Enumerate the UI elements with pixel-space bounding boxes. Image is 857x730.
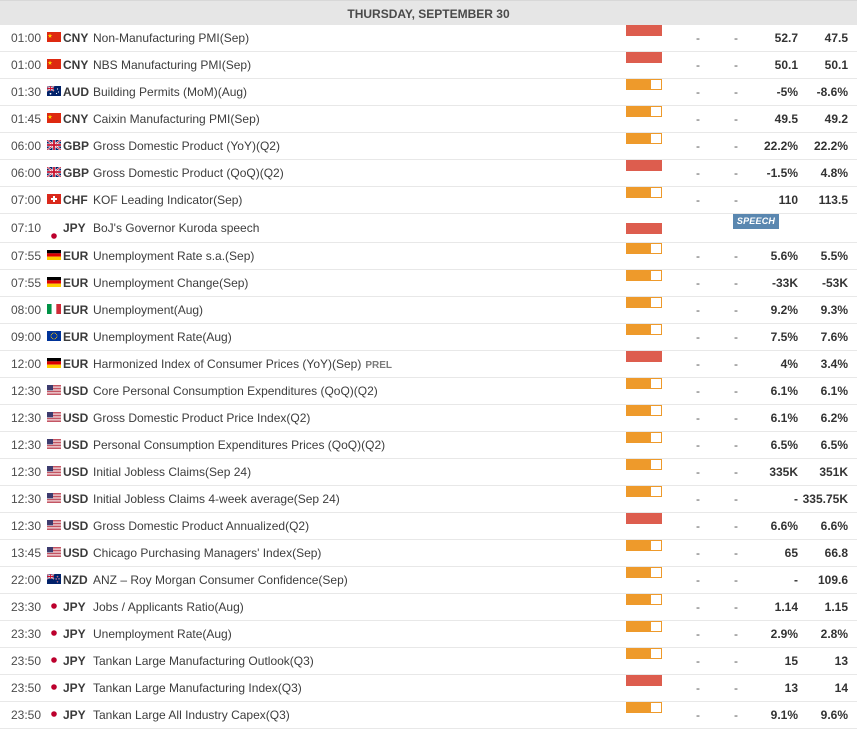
event-name[interactable] <box>93 187 242 213</box>
event-name-text: ANZ – Roy Morgan Consumer Confidence(Sep) <box>93 573 348 587</box>
event-name-text: Harmonized Index of Consumer Prices (YoY)(Sep) <box>93 357 362 371</box>
event-row[interactable] <box>0 52 857 79</box>
currency-code: USD <box>63 492 89 506</box>
cn-flag-icon <box>47 52 61 62</box>
actual-value: - <box>696 193 700 207</box>
event-name-text: Unemployment Rate(Aug) <box>93 627 232 641</box>
event-time: 12:30 <box>11 519 42 533</box>
event-name[interactable] <box>93 648 314 674</box>
actual-value: - <box>696 357 700 371</box>
consensus-value: -5% <box>776 85 798 99</box>
actual-value: - <box>696 438 700 452</box>
consensus-value: 4% <box>780 357 798 371</box>
event-name[interactable] <box>93 270 248 296</box>
event-row[interactable] <box>0 187 857 214</box>
consensus-value: -33K <box>771 276 798 290</box>
deviation-value: - <box>734 31 738 45</box>
deviation-value: - <box>734 166 738 180</box>
deviation-value: - <box>734 303 738 317</box>
event-name[interactable] <box>93 405 310 431</box>
deviation-value: - <box>734 438 738 452</box>
event-row[interactable] <box>0 106 857 133</box>
event-name-text: Unemployment Rate(Aug) <box>93 330 232 344</box>
actual-value: - <box>696 708 700 722</box>
au-flag-icon <box>47 79 61 89</box>
us-flag-icon <box>47 432 61 442</box>
event-name[interactable] <box>93 513 309 539</box>
event-row[interactable] <box>0 432 857 459</box>
event-name[interactable] <box>93 567 348 593</box>
deviation-value: - <box>734 139 738 153</box>
event-time: 23:30 <box>11 600 42 614</box>
deviation-value: - <box>734 411 738 425</box>
event-row[interactable] <box>0 702 857 729</box>
consensus-value: 6.6% <box>770 519 798 533</box>
actual-value: - <box>696 519 700 533</box>
actual-value: - <box>696 139 700 153</box>
de-flag-icon <box>47 270 61 280</box>
consensus-value: 6.5% <box>770 438 798 452</box>
actual-value: - <box>696 85 700 99</box>
event-row[interactable] <box>0 648 857 675</box>
actual-value: - <box>696 654 700 668</box>
ch-flag-icon <box>47 187 61 197</box>
consensus-value: - <box>794 492 798 506</box>
event-row[interactable] <box>0 160 857 187</box>
previous-value: 47.5 <box>824 31 848 45</box>
event-time: 12:30 <box>11 411 42 425</box>
currency-code: CNY <box>63 31 89 45</box>
consensus-value: 13 <box>784 681 798 695</box>
event-name-text: Building Permits (MoM)(Aug) <box>93 85 248 99</box>
impact-indicator <box>626 160 662 171</box>
de-flag-icon <box>47 351 61 361</box>
event-row[interactable] <box>0 378 857 405</box>
de-flag-icon <box>47 243 61 253</box>
consensus-value: 9.1% <box>770 708 798 722</box>
deviation-value: - <box>734 58 738 72</box>
impact-indicator <box>626 52 662 63</box>
impact-indicator <box>626 459 662 470</box>
currency-code: GBP <box>63 166 90 180</box>
event-row[interactable] <box>0 351 857 378</box>
event-name-text: Tankan Large Manufacturing Outlook(Q3) <box>93 654 314 668</box>
previous-value: 5.5% <box>820 249 848 263</box>
event-name[interactable] <box>93 133 280 159</box>
event-row[interactable] <box>0 675 857 702</box>
impact-indicator <box>626 25 662 36</box>
event-name-text: Initial Jobless Claims 4-week average(Sep 24) <box>93 492 340 506</box>
event-name-text: BoJ's Governor Kuroda speech <box>93 221 260 235</box>
currency-code: USD <box>63 438 89 452</box>
currency-code: JPY <box>63 708 86 722</box>
consensus-value: 5.6% <box>770 249 798 263</box>
previous-value: 9.3% <box>820 303 848 317</box>
consensus-value: 110 <box>778 193 798 207</box>
currency-code: NZD <box>63 573 88 587</box>
event-name-text: Unemployment Change(Sep) <box>93 276 249 290</box>
us-flag-icon <box>47 459 61 469</box>
gb-flag-icon <box>47 133 61 143</box>
event-name[interactable] <box>93 540 321 566</box>
currency-code: USD <box>63 465 89 479</box>
currency-code: CHF <box>63 193 88 207</box>
consensus-value: 335K <box>769 465 798 479</box>
impact-indicator <box>626 351 662 362</box>
event-row[interactable] <box>0 621 857 648</box>
prel-tag: PREL <box>365 360 393 371</box>
consensus-value: 1.14 <box>774 600 798 614</box>
currency-code: USD <box>63 384 89 398</box>
deviation-value: - <box>734 546 738 560</box>
impact-indicator <box>626 621 662 632</box>
us-flag-icon <box>47 378 61 388</box>
event-name[interactable] <box>93 214 259 242</box>
event-time: 08:00 <box>11 303 42 317</box>
event-time: 12:30 <box>11 465 42 479</box>
event-name-text: NBS Manufacturing PMI(Sep) <box>93 58 252 72</box>
currency-code: USD <box>63 519 89 533</box>
event-name-text: Gross Domestic Product (QoQ)(Q2) <box>93 166 284 180</box>
impact-indicator <box>626 594 662 605</box>
deviation-value: - <box>734 193 738 207</box>
consensus-value: 65 <box>784 546 798 560</box>
us-flag-icon <box>47 513 61 523</box>
impact-indicator <box>626 513 662 524</box>
impact-indicator <box>626 486 662 497</box>
deviation-value: - <box>734 276 738 290</box>
currency-code: EUR <box>63 276 89 290</box>
impact-indicator <box>626 648 662 659</box>
event-row[interactable] <box>0 459 857 486</box>
impact-indicator <box>626 187 662 198</box>
currency-code: EUR <box>63 249 89 263</box>
currency-code: USD <box>63 411 89 425</box>
previous-value: 6.5% <box>820 438 848 452</box>
deviation-value: - <box>734 573 738 587</box>
event-row[interactable] <box>0 594 857 621</box>
deviation-value: - <box>734 492 738 506</box>
event-row[interactable] <box>0 540 857 567</box>
actual-value: - <box>696 465 700 479</box>
event-name-text: Chicago Purchasing Managers' Index(Sep) <box>93 546 322 560</box>
impact-indicator <box>626 133 662 144</box>
jp-flag-icon <box>47 675 61 685</box>
actual-value: - <box>696 58 700 72</box>
event-time: 12:30 <box>11 384 42 398</box>
event-name-text: Caixin Manufacturing PMI(Sep) <box>93 112 260 126</box>
cn-flag-icon <box>47 25 61 35</box>
previous-value: -8.6% <box>816 85 848 99</box>
event-name-text: Tankan Large All Industry Capex(Q3) <box>93 708 290 722</box>
event-name-text: Unemployment Rate s.a.(Sep) <box>93 249 255 263</box>
event-name-text: Tankan Large Manufacturing Index(Q3) <box>93 681 302 695</box>
currency-code: JPY <box>63 654 86 668</box>
previous-value: 13 <box>834 654 848 668</box>
currency-code: USD <box>63 546 89 560</box>
previous-value: 7.6% <box>820 330 848 344</box>
event-name-text: Unemployment(Aug) <box>93 303 204 317</box>
event-time: 12:30 <box>11 492 42 506</box>
previous-value: 3.4% <box>820 357 848 371</box>
impact-indicator <box>626 405 662 416</box>
event-time: 23:50 <box>11 654 42 668</box>
event-name[interactable] <box>93 486 340 512</box>
event-time: 06:00 <box>11 139 42 153</box>
actual-value: - <box>696 411 700 425</box>
event-row[interactable] <box>0 25 857 52</box>
previous-value: 113.5 <box>818 193 848 207</box>
deviation-value: - <box>734 384 738 398</box>
event-row[interactable] <box>0 567 857 594</box>
event-time: 13:45 <box>11 546 42 560</box>
event-name[interactable] <box>93 459 251 485</box>
event-name[interactable] <box>93 25 249 51</box>
previous-value: 9.6% <box>820 708 848 722</box>
event-time: 23:30 <box>11 627 42 641</box>
impact-indicator <box>626 675 662 686</box>
impact-indicator <box>626 79 662 90</box>
impact-indicator <box>626 297 662 308</box>
deviation-value: - <box>734 600 738 614</box>
actual-value: - <box>696 166 700 180</box>
event-row[interactable] <box>0 324 857 351</box>
consensus-value: 7.5% <box>770 330 798 344</box>
previous-value: 351K <box>819 465 848 479</box>
actual-value: - <box>696 573 700 587</box>
currency-code: JPY <box>63 221 86 235</box>
event-row[interactable] <box>0 133 857 160</box>
consensus-value: 2.9% <box>770 627 798 641</box>
event-name-text: Non-Manufacturing PMI(Sep) <box>93 31 250 45</box>
deviation-value: - <box>734 627 738 641</box>
event-time: 12:30 <box>11 438 42 452</box>
jp-flag-icon <box>47 648 61 658</box>
previous-value: 66.8 <box>824 546 848 560</box>
currency-code: EUR <box>63 303 89 317</box>
consensus-value: 22.2% <box>763 139 798 153</box>
event-row[interactable] <box>0 214 857 243</box>
event-time: 01:00 <box>11 58 42 72</box>
us-flag-icon <box>47 540 61 550</box>
event-name[interactable] <box>93 675 302 701</box>
previous-value: 50.1 <box>824 58 848 72</box>
impact-indicator <box>626 243 662 254</box>
deviation-value: - <box>734 249 738 263</box>
event-name-text: KOF Leading Indicator(Sep) <box>93 193 243 207</box>
impact-indicator <box>626 324 662 335</box>
actual-value: - <box>696 492 700 506</box>
jp-flag-icon <box>47 702 61 712</box>
currency-code: JPY <box>63 681 86 695</box>
event-row[interactable] <box>0 486 857 513</box>
event-name[interactable] <box>93 79 247 105</box>
event-time: 09:00 <box>11 330 42 344</box>
jp-flag-icon <box>47 223 61 233</box>
event-name[interactable] <box>93 106 260 132</box>
event-time: 01:45 <box>11 112 42 126</box>
event-name-text: Gross Domestic Product Price Index(Q2) <box>93 411 311 425</box>
impact-indicator <box>626 223 662 234</box>
actual-value: - <box>696 249 700 263</box>
event-time: 22:00 <box>11 573 42 587</box>
event-name-text: Gross Domestic Product (YoY)(Q2) <box>93 139 280 153</box>
deviation-value: - <box>734 357 738 371</box>
event-name-text: Initial Jobless Claims(Sep 24) <box>93 465 252 479</box>
deviation-value: - <box>734 681 738 695</box>
cn-flag-icon <box>47 106 61 116</box>
previous-value: 1.15 <box>824 600 848 614</box>
event-row[interactable] <box>0 79 857 106</box>
event-time: 12:00 <box>11 357 42 371</box>
previous-value: 49.2 <box>824 112 848 126</box>
event-name[interactable] <box>93 243 254 269</box>
actual-value: - <box>696 546 700 560</box>
consensus-value: 15 <box>784 654 798 668</box>
event-row[interactable] <box>0 405 857 432</box>
previous-value: 6.1% <box>820 384 848 398</box>
event-time: 01:30 <box>11 85 42 99</box>
event-name[interactable] <box>93 432 385 458</box>
previous-value: 6.2% <box>820 411 848 425</box>
us-flag-icon <box>47 486 61 496</box>
event-name[interactable] <box>93 160 284 186</box>
deviation-value: - <box>734 708 738 722</box>
impact-indicator <box>626 432 662 443</box>
event-time: 07:00 <box>11 193 42 207</box>
eu-flag-icon <box>47 324 61 334</box>
impact-indicator <box>626 567 662 578</box>
currency-code: GBP <box>63 139 90 153</box>
jp-flag-icon <box>47 594 61 604</box>
currency-code: JPY <box>63 600 86 614</box>
deviation-value: - <box>734 519 738 533</box>
speech-badge[interactable]: SPEECH <box>733 214 779 229</box>
event-time: 06:00 <box>11 166 42 180</box>
event-name[interactable] <box>93 621 232 647</box>
nz-flag-icon <box>47 567 61 577</box>
event-time: 23:50 <box>11 708 42 722</box>
event-row[interactable] <box>0 513 857 540</box>
event-time: 07:10 <box>11 221 42 235</box>
previous-value: 4.8% <box>820 166 848 180</box>
consensus-value: 52.7 <box>774 31 798 45</box>
deviation-value: - <box>734 112 738 126</box>
event-name-text: Personal Consumption Expenditures Prices (QoQ)(Q2) <box>93 438 386 452</box>
currency-code: AUD <box>63 85 89 99</box>
event-row[interactable] <box>0 270 857 297</box>
consensus-value: - <box>794 573 798 587</box>
consensus-value: 9.2% <box>770 303 798 317</box>
gb-flag-icon <box>47 160 61 170</box>
event-time: 01:00 <box>11 31 42 45</box>
previous-value: 335.75K <box>802 492 848 506</box>
us-flag-icon <box>47 405 61 415</box>
jp-flag-icon <box>47 621 61 631</box>
previous-value: 14 <box>834 681 848 695</box>
consensus-value: 49.5 <box>774 112 798 126</box>
consensus-value: 6.1% <box>770 411 798 425</box>
previous-value: 2.8% <box>820 627 848 641</box>
previous-value: -53K <box>821 276 848 290</box>
previous-value: 6.6% <box>820 519 848 533</box>
impact-indicator <box>626 540 662 551</box>
event-name[interactable] <box>93 324 232 350</box>
impact-indicator <box>626 702 662 713</box>
actual-value: - <box>696 627 700 641</box>
event-name-text: Jobs / Applicants Ratio(Aug) <box>93 600 244 614</box>
currency-code: CNY <box>63 112 89 126</box>
deviation-value: - <box>734 465 738 479</box>
event-row[interactable] <box>0 297 857 324</box>
event-name[interactable] <box>93 702 290 728</box>
deviation-value: - <box>734 330 738 344</box>
consensus-value: 50.1 <box>774 58 798 72</box>
actual-value: - <box>696 330 700 344</box>
previous-value: 109.6 <box>817 573 848 587</box>
event-name[interactable] <box>93 351 392 379</box>
deviation-value: - <box>734 85 738 99</box>
actual-value: - <box>696 303 700 317</box>
event-name-text: Gross Domestic Product Annualized(Q2) <box>93 519 310 533</box>
event-name-text: Core Personal Consumption Expenditures (QoQ)(Q2) <box>93 384 378 398</box>
event-time: 23:50 <box>11 681 42 695</box>
currency-code: CNY <box>63 58 89 72</box>
event-time: 07:55 <box>11 249 42 263</box>
event-name[interactable] <box>93 594 244 620</box>
deviation-value: - <box>734 654 738 668</box>
currency-code: EUR <box>63 330 89 344</box>
consensus-value: 6.1% <box>770 384 798 398</box>
actual-value: - <box>696 681 700 695</box>
event-time: 07:55 <box>11 276 42 290</box>
consensus-value: -1.5% <box>766 166 798 180</box>
event-name[interactable] <box>93 378 378 404</box>
currency-code: JPY <box>63 627 86 641</box>
currency-code: EUR <box>63 357 89 371</box>
actual-value: - <box>696 112 700 126</box>
event-name[interactable] <box>93 297 203 323</box>
it-flag-icon <box>47 297 61 307</box>
day-header: THURSDAY, SEPTEMBER 30 <box>0 0 857 25</box>
actual-value: - <box>696 384 700 398</box>
event-row[interactable] <box>0 243 857 270</box>
previous-value: 22.2% <box>813 139 848 153</box>
impact-indicator <box>626 378 662 389</box>
impact-indicator <box>626 270 662 281</box>
actual-value: - <box>696 276 700 290</box>
impact-indicator <box>626 106 662 117</box>
event-name[interactable] <box>93 52 251 78</box>
actual-value: - <box>696 600 700 614</box>
actual-value: - <box>696 31 700 45</box>
